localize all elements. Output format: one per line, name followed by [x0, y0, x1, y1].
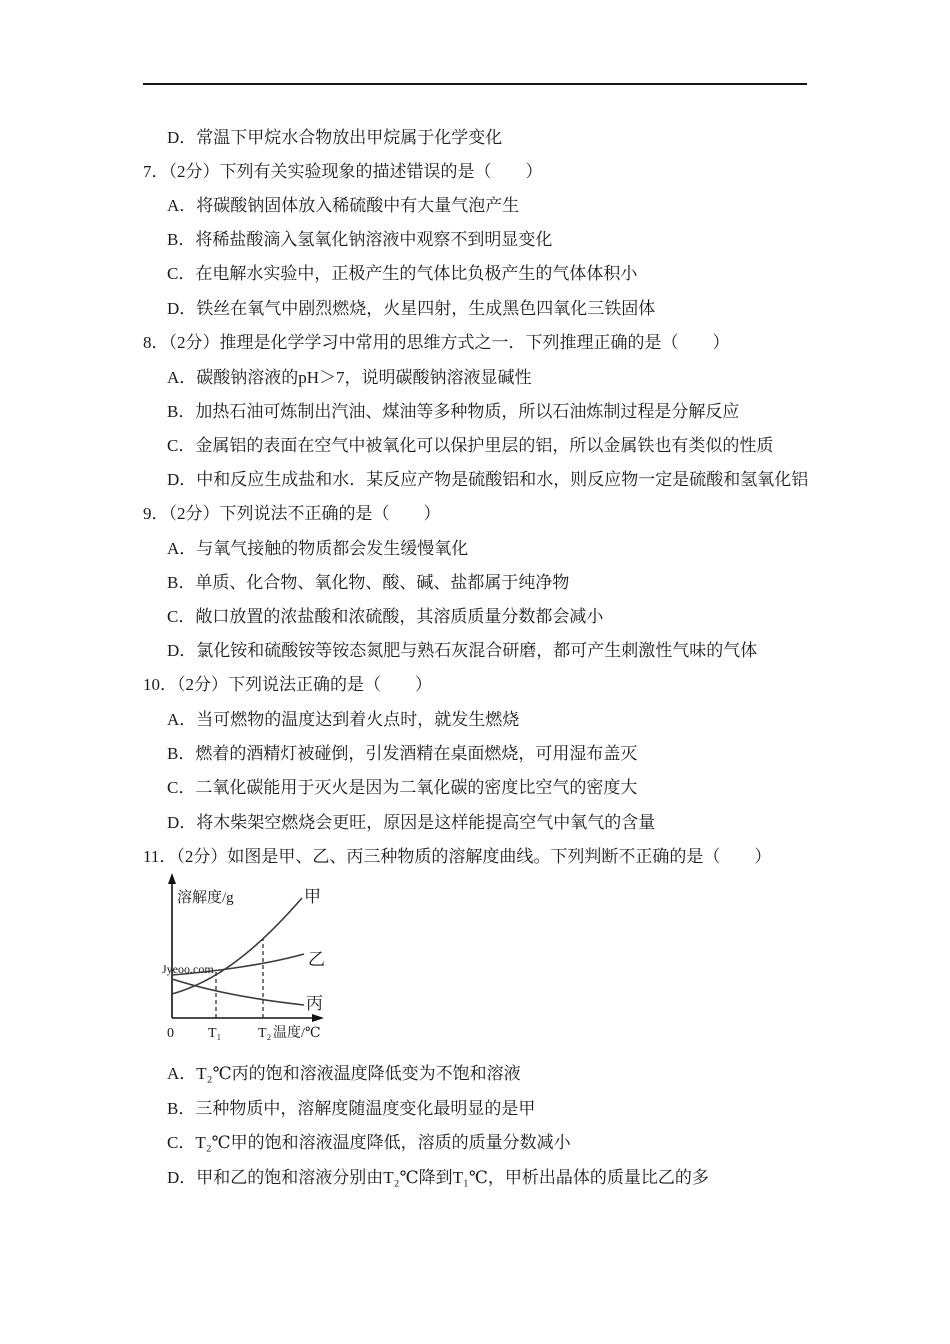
- question-6-option-d: D．常温下甲烷水合物放出甲烷属于化学变化: [167, 128, 503, 147]
- tick-t2-label: T₂: [258, 1026, 272, 1041]
- question-10-option-b: B．燃着的酒精灯被碰倒，引发酒精在桌面燃烧，可用湿布盖灭: [167, 744, 638, 763]
- question-9-option-d: D．氯化铵和硫酸铵等铵态氮肥与熟石灰混合研磨，都可产生刺激性气味的气体: [167, 641, 758, 660]
- question-9-option-b: B．单质、化合物、氧化物、酸、碱、盐都属于纯净物: [167, 573, 570, 592]
- question-11-option-d: D．甲和乙的饱和溶液分别由T₂℃降到T₁℃，甲析出晶体的质量比乙的多: [167, 1168, 709, 1187]
- question-9-option-a: A．与氧气接触的物质都会发生缓慢氧化: [167, 539, 469, 558]
- question-8-option-d: D．中和反应生成盐和水．某反应产物是硫酸铝和水，则反应物一定是硫酸和氢氧化铝: [167, 470, 809, 489]
- question-8-option-a: A．碳酸钠溶液的pH＞7，说明碳酸钠溶液显碱性: [167, 368, 532, 387]
- question-8-stem: 8．（2分）推理是化学学习中常用的思维方式之一．下列推理正确的是（ ）: [143, 333, 730, 352]
- question-10-stem: 10．（2分）下列说法正确的是（ ）: [143, 675, 432, 694]
- question-8-option-b: B．加热石油可炼制出汽油、煤油等多种物质，所以石油炼制过程是分解反应: [167, 402, 740, 421]
- tick-t1-label: T₁: [208, 1026, 222, 1041]
- curve-jia: [172, 898, 302, 994]
- curve-yi-label: 乙: [308, 950, 325, 969]
- curve-jia-label: 甲: [304, 887, 321, 906]
- x-axis-label: 温度/℃: [273, 1026, 321, 1041]
- question-9-option-c: C．敞口放置的浓盐酸和浓硫酸，其溶质质量分数都会减小: [167, 607, 604, 626]
- question-8-option-c: C．金属铝的表面在空气中被氧化可以保护里层的铝，所以金属铁也有类似的性质: [167, 436, 774, 455]
- question-11-stem: 11．（2分）如图是甲、乙、丙三种物质的溶解度曲线。下列判断不正确的是（ ）: [143, 847, 772, 866]
- question-7-option-a: A．将碳酸钠固体放入稀硫酸中有大量气泡产生: [167, 196, 520, 215]
- question-7-stem: 7．（2分）下列有关实验现象的描述错误的是（ ）: [143, 162, 543, 181]
- question-10-option-c: C．二氧化碳能用于灭火是因为二氧化碳的密度比空气的密度大: [167, 778, 638, 797]
- question-11-option-b: B．三种物质中，溶解度随温度变化最明显的是甲: [167, 1099, 536, 1118]
- question-11-option-c: C．T₂℃甲的饱和溶液温度降低，溶质的质量分数减小: [167, 1133, 571, 1152]
- watermark: Jyeoo.com: [162, 962, 214, 976]
- question-11-option-a: A．T₂℃丙的饱和溶液温度降低变为不饱和溶液: [167, 1064, 521, 1083]
- question-10-option-a: A．当可燃物的温度达到着火点时，就发生燃烧: [167, 710, 520, 729]
- header-rule: [143, 83, 807, 85]
- question-9-stem: 9．（2分）下列说法不正确的是（ ）: [143, 504, 441, 523]
- question-7-option-c: C．在电解水实验中，正极产生的气体比负极产生的气体体积小: [167, 264, 638, 283]
- question-7-option-d: D．铁丝在氧气中剧烈燃烧，火星四射，生成黑色四氧化三铁固体: [167, 299, 656, 318]
- curve-bing-label: 丙: [306, 994, 323, 1013]
- origin-label: 0: [167, 1026, 174, 1041]
- x-axis-arrow-icon: [312, 1014, 324, 1022]
- question-7-option-b: B．将稀盐酸滴入氢氧化钠溶液中观察不到明显变化: [167, 230, 553, 249]
- question-10-option-d: D．将木柴架空燃烧会更旺，原因是这样能提高空气中氧气的含量: [167, 813, 656, 832]
- y-axis-arrow-icon: [168, 873, 176, 884]
- curve-bing: [172, 979, 304, 1005]
- solubility-chart: [160, 872, 340, 1047]
- y-axis-label: 溶解度/g: [177, 890, 234, 906]
